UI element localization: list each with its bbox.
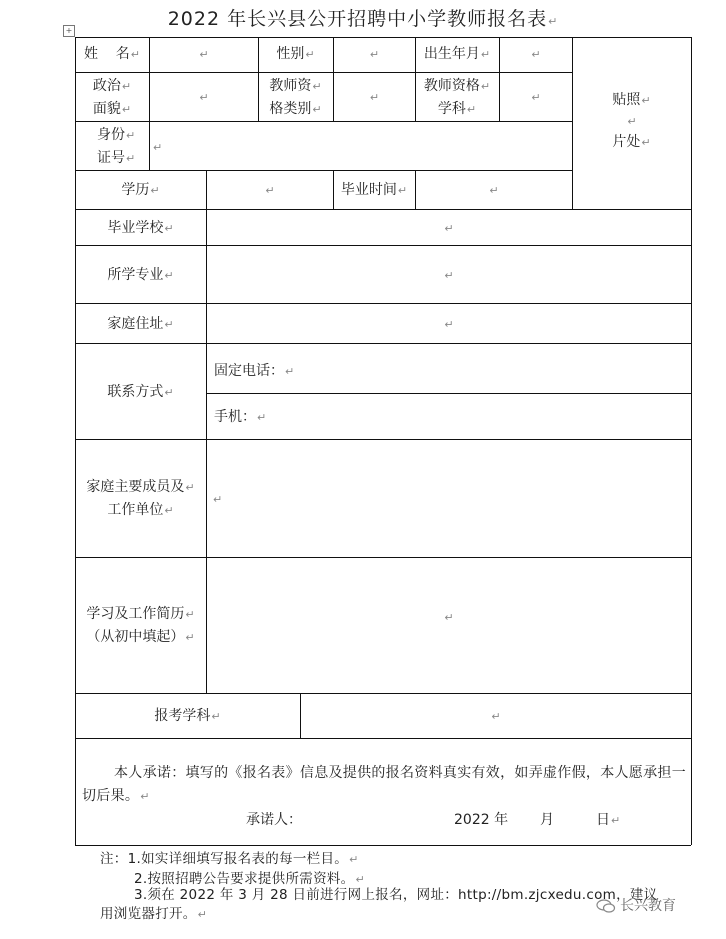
teacher-qual-type-field[interactable] <box>333 86 415 109</box>
return-mark: ↵ <box>349 853 359 866</box>
return-mark: ↵ <box>312 103 322 116</box>
return-mark: ↵ <box>355 873 366 886</box>
return-mark: ↵ <box>140 790 150 803</box>
return-mark: ↵ <box>489 184 499 197</box>
return-mark: ↵ <box>185 608 195 621</box>
return-mark: ↵ <box>265 184 275 197</box>
political-label: 政治↵ 面貌↵ <box>92 78 132 117</box>
return-mark: ↵ <box>164 386 174 399</box>
return-mark: ↵ <box>211 710 221 723</box>
form-title: 2022 年长兴县公开招聘中小学教师报名表↵ <box>167 8 559 30</box>
return-mark: ↵ <box>199 91 209 104</box>
major-field[interactable] <box>206 264 691 287</box>
promise-date-month: 月 <box>540 812 554 828</box>
name-field[interactable] <box>149 43 258 66</box>
return-mark: ↵ <box>126 152 136 165</box>
return-mark: ↵ <box>164 504 174 517</box>
return-mark: ↵ <box>185 481 195 494</box>
note-4: 用浏览器打开。↵ <box>100 906 208 922</box>
return-mark: ↵ <box>153 141 163 154</box>
resume-label: 学习及工作简历↵ （从初中填起）↵ <box>86 606 195 645</box>
return-mark: ↵ <box>444 611 454 624</box>
promise-date-year: 2022 年 <box>454 812 509 828</box>
subject-field[interactable] <box>300 705 691 728</box>
return-mark: ↵ <box>627 115 637 128</box>
return-mark: ↵ <box>466 103 477 116</box>
teacher-qual-subject-field[interactable] <box>499 86 572 109</box>
return-mark: ↵ <box>548 15 559 28</box>
id-field[interactable] <box>152 136 572 159</box>
wechat-icon <box>596 899 616 913</box>
address-label: 家庭住址↵ <box>107 316 174 332</box>
return-mark: ↵ <box>491 710 501 723</box>
return-mark: ↵ <box>641 94 651 107</box>
school-field[interactable] <box>206 217 691 240</box>
mobile-field[interactable]: 手机：↵ <box>214 409 267 425</box>
contact-label: 联系方式↵ <box>107 384 174 400</box>
political-field[interactable] <box>149 86 258 109</box>
return-mark: ↵ <box>199 48 209 61</box>
table-move-handle-icon[interactable]: + <box>63 25 75 37</box>
gender-label: 性别↵ <box>276 46 315 62</box>
birth-field[interactable] <box>499 43 572 66</box>
name-label: 姓 名↵ <box>83 46 141 62</box>
note-3: 3.须在 2022 年 3 月 28 日前进行网上报名，网址：http://bm.zjcxedu.com，建议 <box>134 887 658 903</box>
return-mark: ↵ <box>369 91 380 104</box>
return-mark: ↵ <box>480 48 491 61</box>
promise-date-day: 日↵ <box>596 812 621 828</box>
return-mark: ↵ <box>444 318 454 331</box>
note-1: 注：1.如实详细填写报名表的每一栏目。↵ <box>100 851 359 867</box>
return-mark: ↵ <box>185 631 195 644</box>
teacher-qual-subject-label: 教师资格↵ 学科↵ <box>423 78 491 117</box>
return-mark: ↵ <box>641 136 651 149</box>
return-mark: ↵ <box>164 269 174 282</box>
gender-field[interactable] <box>333 43 415 66</box>
return-mark: ↵ <box>121 80 132 93</box>
return-mark: ↵ <box>611 814 621 827</box>
resume-field[interactable] <box>206 606 691 629</box>
return-mark: ↵ <box>164 318 174 331</box>
return-mark: ↵ <box>150 184 160 197</box>
return-mark: ↵ <box>531 48 541 61</box>
return-mark: ↵ <box>312 80 322 93</box>
photo-area[interactable]: 贴照↵ ↵ 片处↵ <box>612 92 651 150</box>
return-mark: ↵ <box>531 91 541 104</box>
school-label: 毕业学校↵ <box>107 220 174 236</box>
education-field[interactable] <box>206 179 333 202</box>
watermark: 长兴教育 <box>596 895 676 915</box>
return-mark: ↵ <box>121 103 132 116</box>
grad-time-field[interactable] <box>415 179 572 202</box>
return-mark: ↵ <box>164 222 174 235</box>
family-field[interactable] <box>212 488 682 511</box>
return-mark: ↵ <box>126 129 136 142</box>
teacher-qual-type-label: 教师资↵ 格类别↵ <box>269 78 322 117</box>
return-mark: ↵ <box>397 184 408 197</box>
return-mark: ↵ <box>197 908 208 921</box>
return-mark: ↵ <box>285 365 295 378</box>
landline-field[interactable]: 固定电话：↵ <box>214 363 295 379</box>
id-label: 身份↵ 证号↵ <box>97 127 136 166</box>
subject-label: 报考学科↵ <box>154 708 221 724</box>
birth-label: 出生年月↵ <box>423 46 491 62</box>
return-mark: ↵ <box>480 80 491 93</box>
return-mark: ↵ <box>444 269 454 282</box>
promise-statement: 本人承诺：填写的《报名表》信息及提供的报名资料真实有效，如弄虚作假，本人愿承担一切后果。↵ <box>82 765 686 804</box>
address-field[interactable] <box>206 313 691 336</box>
return-mark: ↵ <box>444 222 454 235</box>
return-mark: ↵ <box>213 493 223 506</box>
return-mark: ↵ <box>257 411 267 424</box>
education-label: 学历↵ <box>121 182 160 198</box>
return-mark: ↵ <box>305 48 315 61</box>
return-mark: ↵ <box>130 48 141 61</box>
grad-time-label: 毕业时间↵ <box>340 182 408 198</box>
major-label: 所学专业↵ <box>107 267 174 283</box>
return-mark: ↵ <box>369 48 380 61</box>
family-label: 家庭主要成员及↵ 工作单位↵ <box>86 479 195 518</box>
promiser-label: 承诺人： <box>246 812 302 828</box>
note-2: 2.按照招聘公告要求提供所需资料。↵ <box>134 871 366 887</box>
